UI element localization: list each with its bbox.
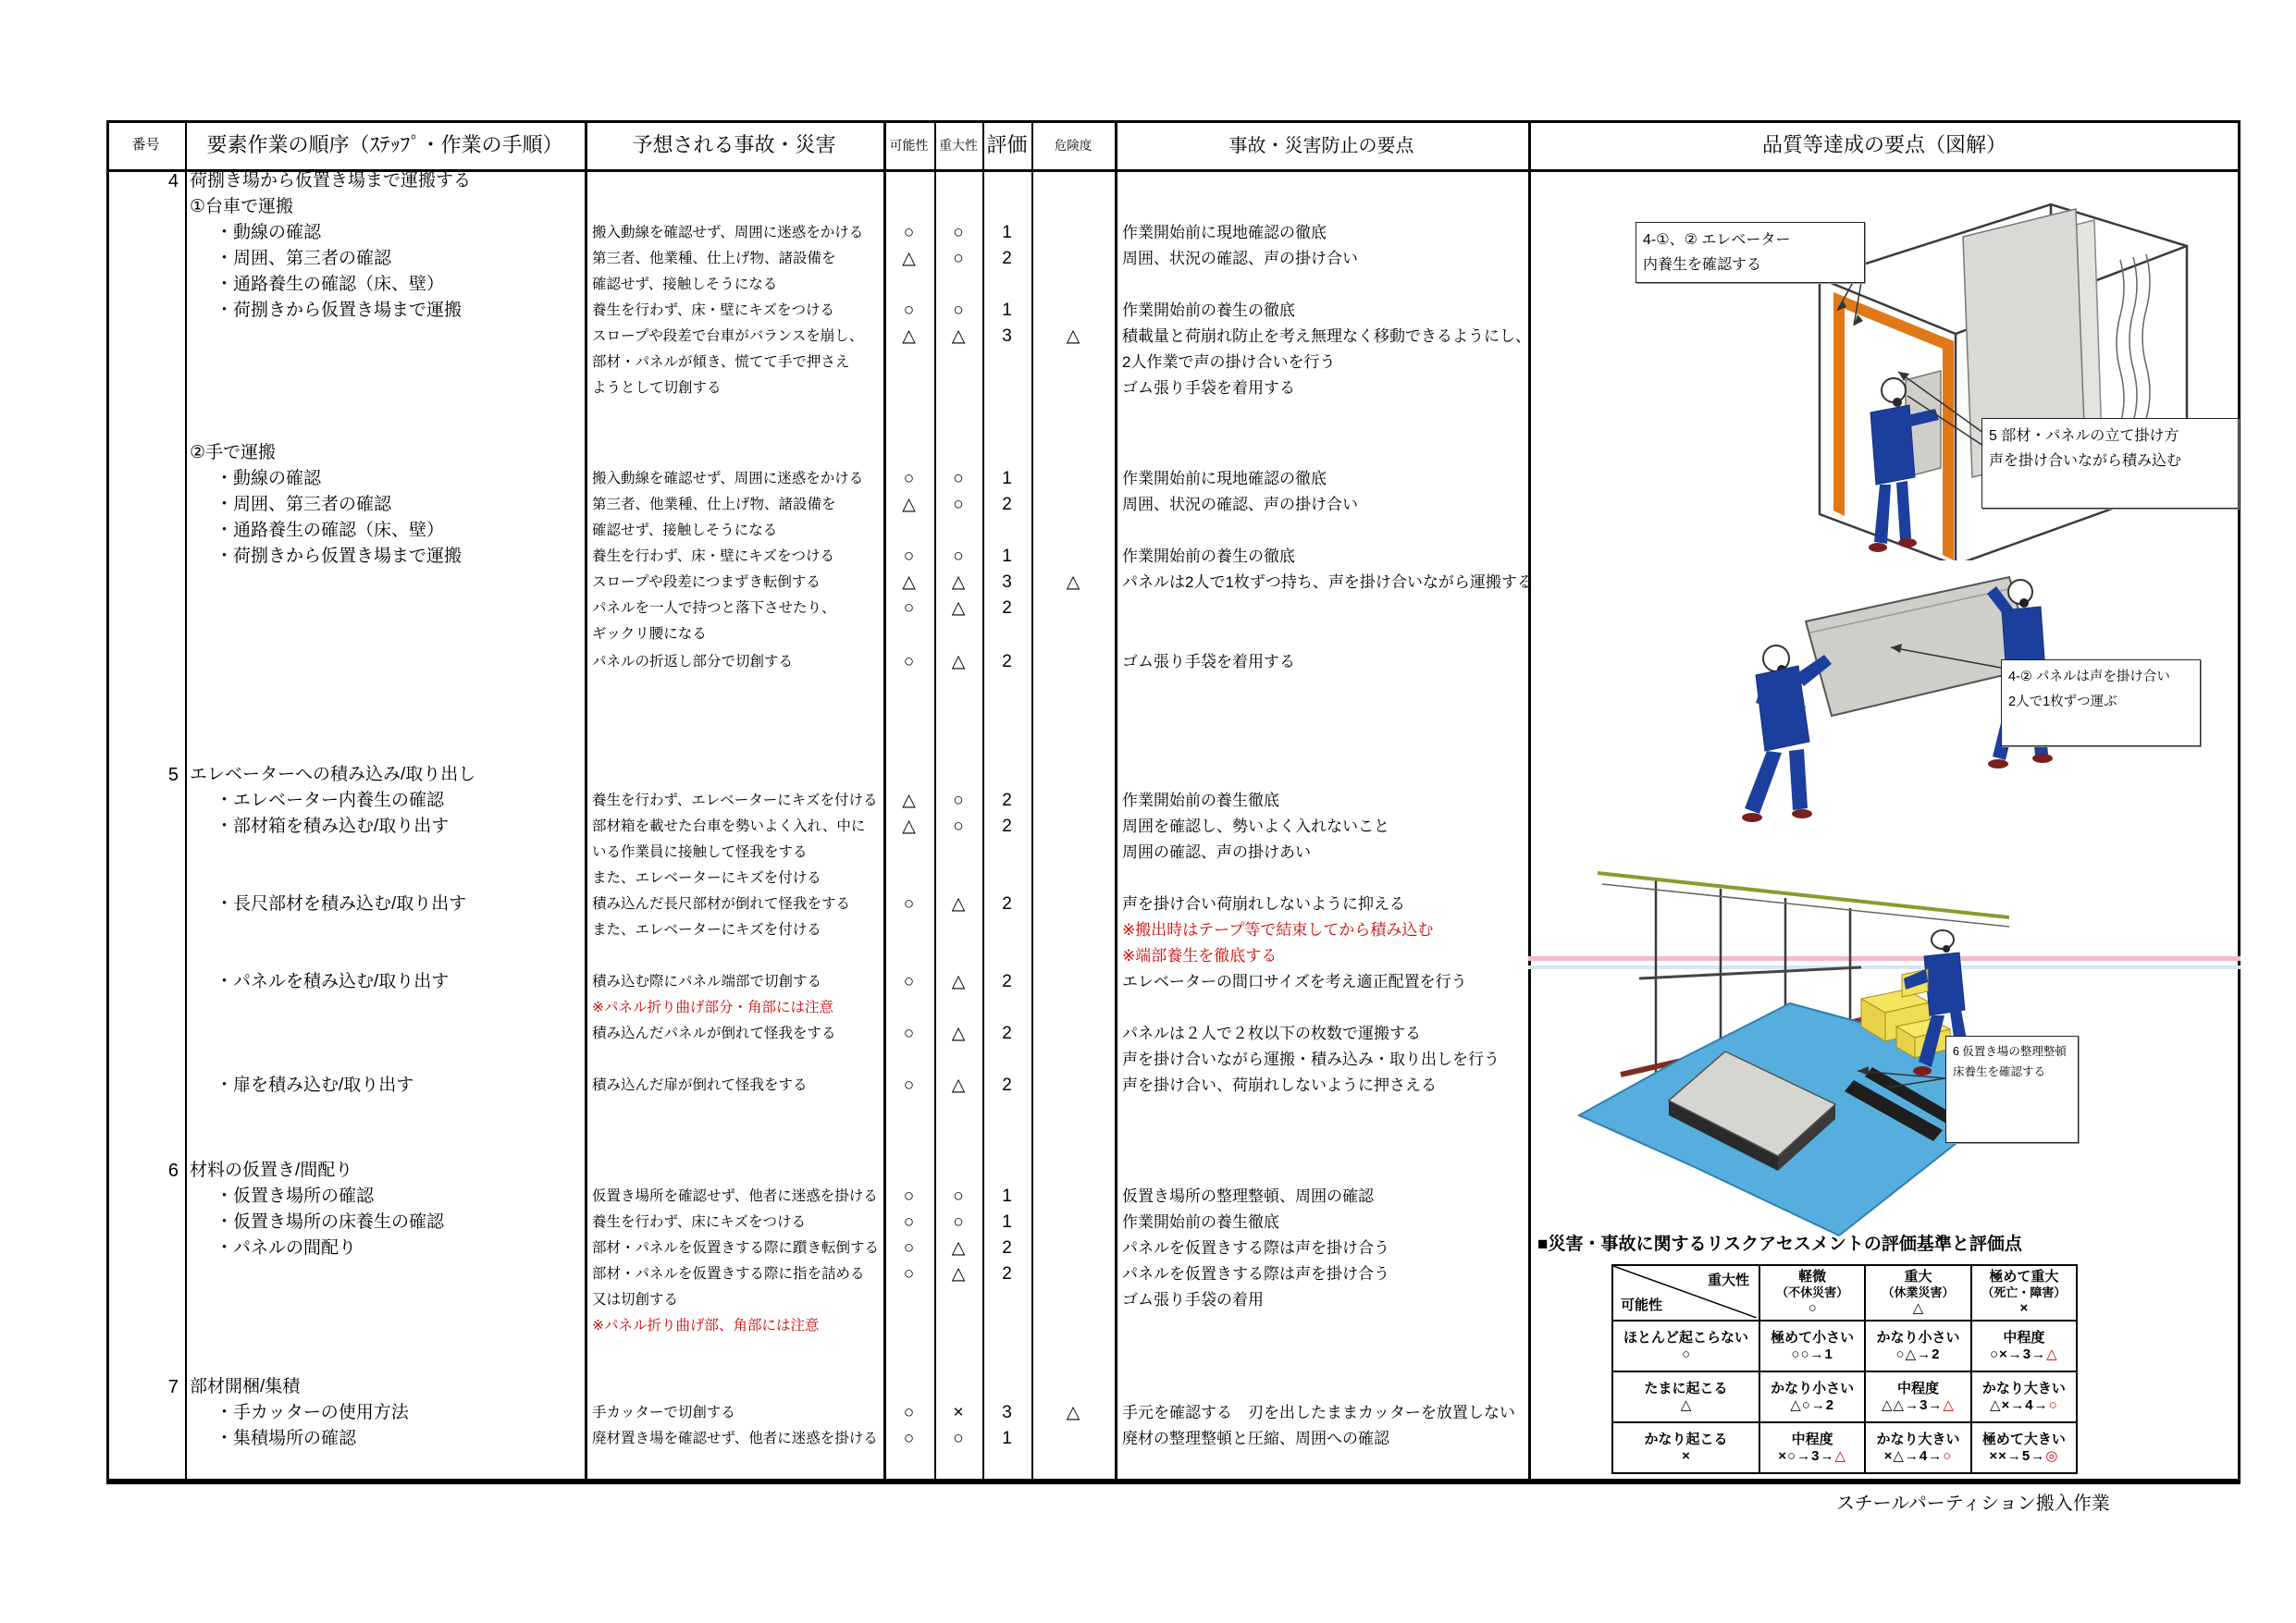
risk-mark bbox=[1031, 1425, 1115, 1453]
prevention-line: 作業開始前に現地確認の徹底 bbox=[1122, 224, 1327, 241]
matrix-formula-text: ×△→4→ bbox=[1883, 1447, 1944, 1464]
possibility-mark: ○ bbox=[903, 301, 915, 320]
col-border-step bbox=[585, 120, 587, 1484]
evaluation-score: 2 bbox=[1002, 495, 1012, 514]
hazard-line: 部材・パネルを仮置きする際に躓き転倒する bbox=[592, 1240, 880, 1256]
prevention-line: 周囲、状況の確認、声の掛け合い bbox=[1122, 250, 1358, 267]
table-bottom-rule bbox=[106, 1479, 2240, 1484]
hazard-line: 確認せず、接触しそうになる bbox=[592, 277, 778, 292]
risk-mark bbox=[1031, 1260, 1115, 1288]
prevention-line: パネルを仮置きする際は声を掛け合う bbox=[1122, 1239, 1389, 1257]
possibility-mark: ○ bbox=[903, 1187, 915, 1206]
work-step-line: 部材開梱/集積 bbox=[190, 1377, 301, 1396]
risk-matrix bbox=[1611, 1264, 2078, 1474]
possibility-mark: ○ bbox=[903, 1212, 915, 1232]
risk-mark bbox=[1031, 1183, 1115, 1211]
matrix-cell-label: かなり大きい bbox=[1981, 1380, 2066, 1396]
column-header-step: 要素作業の順序（ｽﾃｯﾌﾟ・作業の手順） bbox=[206, 133, 563, 156]
matrix-header-line: 極めて重大 bbox=[1989, 1269, 2059, 1285]
matrix-header-line: たまに起こる bbox=[1644, 1380, 1728, 1396]
severity-mark: ○ bbox=[953, 1212, 964, 1232]
possibility-mark: ○ bbox=[903, 598, 915, 618]
prevention-line: 積載量と荷崩れ防止を考え無理なく移動できるようにし、 bbox=[1122, 327, 1531, 345]
section-number: 6 bbox=[167, 1161, 179, 1181]
risk-mark: △ bbox=[1066, 1403, 1080, 1422]
possibility-mark: ○ bbox=[903, 1403, 915, 1422]
matrix-cell bbox=[1970, 1421, 2076, 1472]
work-step-line: エレベーターへの積み込み/取り出し bbox=[190, 765, 476, 784]
severity-mark: △ bbox=[951, 1024, 966, 1043]
severity-mark: △ bbox=[951, 326, 966, 346]
evaluation-score: 3 bbox=[1002, 1403, 1012, 1422]
risk-mark bbox=[1031, 491, 1115, 519]
hazard-line: 搬入動線を確認せず、周囲に迷惑をかける bbox=[592, 471, 864, 486]
matrix-cell bbox=[1759, 1421, 1864, 1472]
matrix-formula-red: ◎ bbox=[2045, 1447, 2059, 1464]
possibility-mark: ○ bbox=[903, 1238, 915, 1258]
hazard-line: また、エレベーターにキズを付ける bbox=[592, 922, 821, 938]
prevention-line: 作業開始前の養生徹底 bbox=[1122, 1213, 1279, 1231]
floor-storage-illustration bbox=[1528, 860, 2240, 1239]
matrix-header-line: 重大 bbox=[1904, 1269, 1932, 1285]
matrix-cell bbox=[1759, 1320, 1864, 1371]
evaluation-score: 2 bbox=[1002, 598, 1012, 618]
matrix-cell-formula bbox=[1866, 1448, 1969, 1465]
evaluation-score: 1 bbox=[1002, 547, 1012, 566]
prevention-line: 2人作業で声の掛け合いを行う bbox=[1122, 353, 1336, 371]
risk-mark bbox=[1031, 968, 1115, 996]
hazard-line: パネルを一人で持つと落下させたり、 bbox=[592, 600, 836, 616]
figure-label-line: 4-①、② エレベーター bbox=[1643, 232, 1791, 248]
document-footer: スチールパーティション搬入作業 bbox=[1836, 1494, 2110, 1514]
possibility-mark: ○ bbox=[903, 223, 915, 242]
section-number: 5 bbox=[167, 765, 179, 785]
rating-row bbox=[883, 891, 1115, 918]
prevention-line: ゴム張り手袋を着用する bbox=[1122, 653, 1295, 670]
severity-mark: △ bbox=[951, 1076, 966, 1095]
figure-label-floor bbox=[1945, 1036, 2079, 1143]
evaluation-score: 2 bbox=[1002, 894, 1012, 914]
possibility-mark: △ bbox=[902, 326, 916, 346]
column-header-accident: 予想される事故・災害 bbox=[632, 133, 836, 156]
matrix-header-line: △ bbox=[1912, 1299, 1924, 1316]
work-step-line: ②手で運搬 bbox=[190, 443, 277, 462]
figure-label-line: 2人で1枚ずつ運ぶ bbox=[2008, 695, 2117, 709]
matrix-cell-formula bbox=[1972, 1346, 2076, 1363]
matrix-cell-formula bbox=[1866, 1346, 1969, 1363]
matrix-col-header bbox=[1759, 1266, 1864, 1320]
prevention-line: パネルは２人で２枚以下の枚数で運搬する bbox=[1122, 1025, 1421, 1042]
work-step-line: ・長尺部材を積み込む/取り出す bbox=[216, 894, 467, 914]
matrix-cell-label: かなり大きい bbox=[1876, 1431, 1960, 1447]
work-step-line: 荷捌き場から仮置き場まで運搬する bbox=[190, 171, 472, 191]
hazard-line: 仮置き場所を確認せず、他者に迷惑を掛ける bbox=[592, 1188, 878, 1204]
matrix-header-line: △ bbox=[1680, 1396, 1692, 1413]
rating-row bbox=[883, 1183, 1115, 1211]
evaluation-score: 1 bbox=[1002, 223, 1012, 242]
rating-row bbox=[883, 648, 1115, 676]
work-step-line: ・エレベーター内養生の確認 bbox=[216, 791, 445, 810]
work-step-line: 材料の仮置き/間配り bbox=[190, 1161, 353, 1180]
work-step-line: ・パネルを積み込む/取り出す bbox=[216, 972, 450, 991]
work-step-line: ・周囲、第三者の確認 bbox=[216, 249, 392, 268]
hazard-line: ようとして切創する bbox=[592, 380, 722, 396]
risk-mark bbox=[1031, 1072, 1115, 1100]
rating-row bbox=[883, 569, 1115, 596]
matrix-col-header bbox=[1864, 1266, 1969, 1320]
work-step-line: ・部材箱を積み込む/取り出す bbox=[216, 817, 450, 836]
rating-row bbox=[883, 813, 1115, 841]
prevention-line: 周囲、状況の確認、声の掛け合い bbox=[1122, 496, 1358, 513]
matrix-header-line: （死亡・障害） bbox=[1981, 1285, 2067, 1300]
matrix-row-header bbox=[1613, 1421, 1759, 1472]
matrix-axis-severity: 重大性 bbox=[1707, 1273, 1749, 1288]
matrix-cell bbox=[1759, 1371, 1864, 1421]
figure-label-line: 床養生を確認する bbox=[1953, 1065, 2046, 1078]
severity-mark: ○ bbox=[953, 547, 964, 566]
prevention-line: 手元を確認する 刃を出したままカッターを放置しない bbox=[1122, 1404, 1515, 1421]
matrix-cell bbox=[1864, 1371, 1969, 1421]
work-step-line: ・扉を積み込む/取り出す bbox=[216, 1076, 414, 1095]
matrix-cell-formula bbox=[1972, 1397, 2076, 1414]
prevention-line: パネルを仮置きする際は声を掛け合う bbox=[1122, 1265, 1389, 1283]
evaluation-score: 2 bbox=[1002, 652, 1012, 671]
prevention-line: 作業開始前に現地確認の徹底 bbox=[1122, 470, 1327, 487]
risk-matrix-title: ■災害・事故に関するリスクアセスメントの評価基準と評価点 bbox=[1537, 1235, 2022, 1254]
rating-row bbox=[883, 1399, 1115, 1427]
work-step-line: ・手カッターの使用方法 bbox=[216, 1403, 409, 1422]
matrix-diagonal-cell bbox=[1613, 1266, 1759, 1320]
column-header-number: 番号 bbox=[131, 137, 160, 153]
matrix-formula-text: ○○→1 bbox=[1791, 1346, 1833, 1362]
matrix-header-line: ○ bbox=[1681, 1346, 1691, 1362]
rating-row bbox=[883, 245, 1115, 273]
matrix-cell bbox=[1864, 1421, 1969, 1472]
matrix-header-line: ほとんど起こらない bbox=[1623, 1329, 1748, 1346]
rating-row bbox=[883, 1235, 1115, 1262]
matrix-cell bbox=[1970, 1320, 2076, 1371]
rating-row bbox=[883, 1425, 1115, 1453]
hazard-line: 手カッターで切創する bbox=[592, 1405, 735, 1420]
risk-mark bbox=[1031, 245, 1115, 273]
severity-mark: ○ bbox=[953, 301, 964, 320]
evaluation-score: 3 bbox=[1002, 572, 1012, 592]
prevention-line: 声を掛け合い、荷崩れしないように押さえる bbox=[1122, 1076, 1437, 1094]
work-step-line: ・荷捌きから仮置き場まで運搬 bbox=[216, 301, 463, 320]
severity-mark: ○ bbox=[953, 495, 964, 514]
severity-mark: △ bbox=[951, 1238, 966, 1258]
prevention-line: 声を掛け合いながら運搬・積み込み・取り出しを行う bbox=[1122, 1051, 1500, 1068]
work-step-line: ・仮置き場所の床養生の確認 bbox=[216, 1212, 445, 1232]
hazard-caution-line: ※パネル折り曲げ部、角部には注意 bbox=[592, 1318, 820, 1334]
evaluation-score: 1 bbox=[1002, 469, 1012, 488]
possibility-mark: ○ bbox=[903, 652, 915, 671]
column-header-evaluation: 評価 bbox=[986, 133, 1028, 156]
possibility-mark: ○ bbox=[903, 469, 915, 488]
matrix-formula-red: ○ bbox=[1943, 1447, 1953, 1464]
matrix-formula-text: △×→4→ bbox=[1989, 1396, 2049, 1413]
figure-label-panel-stack bbox=[1981, 418, 2239, 509]
matrix-header-line: （休業災害） bbox=[1882, 1285, 1955, 1300]
matrix-formula-text: △○→2 bbox=[1790, 1396, 1835, 1413]
figure-label-carry bbox=[2001, 659, 2201, 746]
matrix-header-line: × bbox=[1682, 1447, 1690, 1464]
risk-mark bbox=[1031, 595, 1115, 622]
hazard-line: 第三者、他業種、仕上げ物、諸設備を bbox=[592, 497, 836, 512]
risk-mark: △ bbox=[1066, 572, 1080, 592]
possibility-mark: ○ bbox=[903, 1264, 915, 1284]
hazard-line: 部材・パネルが傾き、慌てて手で押さえ bbox=[592, 354, 850, 370]
rating-row bbox=[883, 595, 1115, 622]
prevention-caution-line: ※端部養生を徹底する bbox=[1122, 947, 1278, 965]
work-step-line: ・周囲、第三者の確認 bbox=[216, 495, 392, 514]
prevention-line: エレベーターの間口サイズを考え適正配置を行う bbox=[1122, 973, 1467, 990]
rating-row bbox=[883, 1020, 1115, 1048]
prevention-caution-line: ※搬出時はテープ等で結束してから積み込む bbox=[1122, 921, 1434, 939]
possibility-mark: ○ bbox=[903, 1076, 915, 1095]
guide-lines bbox=[1528, 956, 2240, 969]
work-step-line: ・荷捌きから仮置き場まで運搬 bbox=[216, 547, 463, 566]
matrix-row-header bbox=[1613, 1320, 1759, 1371]
hazard-line: 第三者、他業種、仕上げ物、諸設備を bbox=[592, 251, 836, 266]
matrix-cell bbox=[1864, 1320, 1969, 1371]
matrix-header-line: （不休災害） bbox=[1776, 1285, 1849, 1300]
figure-label-elevator bbox=[1636, 222, 1865, 283]
section-number: 4 bbox=[167, 171, 179, 191]
matrix-formula-text: ×○→3→ bbox=[1778, 1447, 1835, 1464]
matrix-header-line: 軽微 bbox=[1798, 1269, 1827, 1285]
matrix-cell-label: 極めて小さい bbox=[1771, 1329, 1855, 1346]
rating-row bbox=[883, 1260, 1115, 1288]
matrix-cell-label: 極めて大きい bbox=[1981, 1431, 2066, 1447]
severity-mark: ○ bbox=[953, 817, 964, 836]
risk-mark bbox=[1031, 465, 1115, 493]
evaluation-score: 2 bbox=[1002, 791, 1012, 810]
hazard-line: 養生を行わず、床・壁にキズをつける bbox=[592, 548, 834, 564]
possibility-mark: ○ bbox=[903, 1429, 915, 1448]
prevention-line: ゴム張り手袋を着用する bbox=[1122, 379, 1295, 397]
rating-row bbox=[883, 1072, 1115, 1100]
severity-mark: ○ bbox=[953, 249, 964, 268]
risk-mark: △ bbox=[1066, 326, 1080, 346]
hazard-line: 廃材置き場を確認せず、他者に迷惑を掛ける bbox=[592, 1431, 878, 1446]
hazard-line: 部材箱を載せた台車を勢いよく入れ、中に bbox=[592, 818, 866, 834]
matrix-cell-formula bbox=[1760, 1448, 1864, 1465]
evaluation-score: 2 bbox=[1002, 1024, 1012, 1043]
possibility-mark: △ bbox=[902, 817, 916, 836]
evaluation-score: 1 bbox=[1002, 1212, 1012, 1232]
hazard-line: また、エレベーターにキズを付ける bbox=[592, 870, 821, 886]
matrix-cell-formula bbox=[1866, 1397, 1969, 1414]
matrix-cell-label: 中程度 bbox=[1791, 1431, 1833, 1447]
column-header-prevention: 事故・災害防止の要点 bbox=[1228, 136, 1414, 156]
hazard-line: スロープや段差につまずき転倒する bbox=[592, 574, 821, 590]
matrix-cell-label: かなり小さい bbox=[1771, 1380, 1855, 1396]
rating-row bbox=[883, 543, 1115, 571]
col-border-risk bbox=[1115, 120, 1117, 1484]
prevention-line: 作業開始前の養生の徹底 bbox=[1122, 547, 1295, 565]
col-border-no bbox=[185, 120, 187, 1484]
hazard-line: 養生を行わず、床にキズをつける bbox=[592, 1214, 806, 1230]
evaluation-score: 1 bbox=[1002, 1187, 1012, 1206]
work-step-line: ・パネルの間配り bbox=[216, 1238, 357, 1258]
figure-label-line: 4-② パネルは声を掛け合い bbox=[2008, 670, 2170, 684]
hazard-line: パネルの折返し部分で切創する bbox=[592, 654, 794, 670]
rating-row bbox=[883, 968, 1115, 996]
prevention-line: 周囲の確認、声の掛けあい bbox=[1122, 843, 1311, 861]
risk-mark bbox=[1031, 813, 1115, 841]
hazard-line: スロープや段差で台車がバランスを崩し、 bbox=[592, 328, 864, 344]
matrix-cell-label: 中程度 bbox=[1896, 1380, 1939, 1396]
hazard-line: 積み込んだ扉が倒れて怪我をする bbox=[592, 1077, 808, 1093]
column-header-risk: 危険度 bbox=[1054, 139, 1092, 153]
matrix-col-header bbox=[1970, 1266, 2076, 1320]
matrix-formula-text: ○△→2 bbox=[1895, 1346, 1941, 1362]
rating-row bbox=[883, 1209, 1115, 1236]
evaluation-score: 1 bbox=[1002, 1429, 1012, 1448]
matrix-formula-text: △△→3→ bbox=[1882, 1396, 1944, 1413]
hazard-line: 養生を行わず、床・壁にキズをつける bbox=[592, 302, 834, 318]
evaluation-score: 2 bbox=[1002, 1076, 1012, 1095]
matrix-cell-formula bbox=[1972, 1448, 2076, 1465]
matrix-formula-red: △ bbox=[1943, 1396, 1955, 1413]
severity-mark: × bbox=[953, 1403, 964, 1422]
matrix-header-line: かなり起こる bbox=[1644, 1431, 1728, 1447]
severity-mark: △ bbox=[951, 652, 966, 671]
possibility-mark: ○ bbox=[903, 1024, 915, 1043]
severity-mark: ○ bbox=[953, 791, 964, 810]
risk-mark bbox=[1031, 297, 1115, 325]
figure-label-line: 内養生を確認する bbox=[1643, 257, 1762, 273]
matrix-formula-text: ××→5→ bbox=[1989, 1447, 2046, 1464]
work-step-line: ・通路養生の確認（床、壁） bbox=[216, 521, 445, 540]
hazard-line: いる作業員に接触して怪我をする bbox=[592, 844, 808, 860]
risk-mark bbox=[1031, 543, 1115, 571]
possibility-mark: △ bbox=[902, 791, 916, 810]
rating-row bbox=[883, 491, 1115, 519]
evaluation-score: 3 bbox=[1002, 326, 1012, 346]
rating-row bbox=[883, 323, 1115, 350]
rating-row bbox=[883, 297, 1115, 325]
severity-mark: △ bbox=[951, 972, 966, 991]
risk-mark bbox=[1031, 648, 1115, 676]
hazard-line: ギックリ腰になる bbox=[592, 626, 707, 642]
rating-row bbox=[883, 787, 1115, 815]
prevention-line: ゴム張り手袋の着用 bbox=[1122, 1291, 1264, 1309]
severity-mark: △ bbox=[951, 598, 966, 618]
risk-mark bbox=[1031, 219, 1115, 247]
evaluation-score: 2 bbox=[1002, 1264, 1012, 1284]
matrix-axis-possibility: 可能性 bbox=[1621, 1297, 1663, 1313]
matrix-formula-text: ○×→3→ bbox=[1989, 1346, 2047, 1362]
hazard-line: 確認せず、接触しそうになる bbox=[592, 523, 778, 538]
risk-mark bbox=[1031, 1020, 1115, 1048]
hazard-caution-line: ※パネル折り曲げ部分・角部には注意 bbox=[592, 1000, 833, 1015]
severity-mark: ○ bbox=[953, 1187, 964, 1206]
prevention-line: 廃材の整理整頓と圧縮、周囲への確認 bbox=[1122, 1430, 1389, 1447]
hazard-line: 養生を行わず、エレベーターにキズを付ける bbox=[592, 793, 878, 808]
severity-mark: △ bbox=[951, 572, 966, 592]
hazard-line: 積み込んだ長尺部材が倒れて怪我をする bbox=[592, 896, 851, 912]
figure-label-line: 5 部材・パネルの立て掛け方 bbox=[1989, 428, 2179, 444]
work-step-line: ・通路養生の確認（床、壁） bbox=[216, 275, 445, 294]
work-step-line: ・仮置き場所の確認 bbox=[216, 1187, 375, 1206]
matrix-cell-formula bbox=[1760, 1346, 1864, 1363]
matrix-formula-red: △ bbox=[1834, 1447, 1847, 1464]
matrix-cell-label: かなり小さい bbox=[1876, 1329, 1960, 1346]
evaluation-score: 2 bbox=[1002, 972, 1012, 991]
work-step-line: ・動線の確認 bbox=[216, 469, 322, 488]
column-header-possibility: 可能性 bbox=[889, 138, 929, 153]
possibility-mark: △ bbox=[902, 572, 916, 592]
work-step-line: ①台車で運搬 bbox=[190, 197, 294, 216]
rating-row bbox=[883, 465, 1115, 493]
prevention-line: 声を掛け合い荷崩れしないように抑える bbox=[1122, 895, 1405, 913]
matrix-header-line: × bbox=[2019, 1299, 2029, 1316]
hazard-line: 部材・パネルを仮置きする際に指を詰める bbox=[592, 1266, 865, 1282]
possibility-mark: ○ bbox=[903, 894, 915, 914]
matrix-header-line: ○ bbox=[1808, 1299, 1817, 1316]
prevention-line: 周囲を確認し、勢いよく入れないこと bbox=[1122, 818, 1389, 835]
matrix-cell-formula bbox=[1760, 1397, 1864, 1414]
prevention-line: 仮置き場所の整理整頓、周囲の確認 bbox=[1122, 1187, 1374, 1205]
hazard-line: 又は切創する bbox=[592, 1292, 679, 1308]
matrix-formula-red: ○ bbox=[2048, 1396, 2058, 1413]
severity-mark: ○ bbox=[953, 1429, 964, 1448]
matrix-formula-red: △ bbox=[2046, 1346, 2058, 1362]
severity-mark: ○ bbox=[953, 469, 964, 488]
evaluation-score: 2 bbox=[1002, 1238, 1012, 1258]
section-number: 7 bbox=[167, 1377, 179, 1397]
severity-mark: △ bbox=[951, 1264, 966, 1284]
figure-label-line: 声を掛け合いながら積み込む bbox=[1989, 453, 2182, 469]
matrix-row-header bbox=[1613, 1371, 1759, 1421]
severity-mark: △ bbox=[951, 894, 966, 914]
hazard-line: 積み込んだパネルが倒れて怪我をする bbox=[592, 1026, 836, 1041]
severity-mark: ○ bbox=[953, 223, 964, 242]
risk-mark bbox=[1031, 891, 1115, 918]
evaluation-score: 2 bbox=[1002, 817, 1012, 836]
hazard-line: 搬入動線を確認せず、周囲に迷惑をかける bbox=[592, 225, 864, 240]
prevention-line: 作業開始前の養生徹底 bbox=[1122, 792, 1279, 809]
risk-mark bbox=[1031, 1235, 1115, 1262]
possibility-mark: △ bbox=[902, 249, 916, 268]
worker-left bbox=[1742, 646, 1832, 822]
possibility-mark: ○ bbox=[903, 972, 915, 991]
column-header-quality: 品質等達成の要点（図解） bbox=[1761, 133, 2006, 156]
column-header-severity: 重大性 bbox=[939, 138, 978, 153]
matrix-cell bbox=[1970, 1371, 2076, 1421]
work-step-line: ・動線の確認 bbox=[216, 223, 322, 242]
prevention-line: 作業開始前の養生の徹底 bbox=[1122, 301, 1295, 319]
risk-mark bbox=[1031, 787, 1115, 815]
matrix-cell-label: 中程度 bbox=[2003, 1329, 2045, 1346]
work-step-line: ・集積場所の確認 bbox=[216, 1429, 357, 1448]
evaluation-score: 1 bbox=[1002, 301, 1012, 320]
prevention-line: パネルは2人で1枚ずつ持ち、声を掛け合いながら運搬する bbox=[1122, 573, 1533, 591]
risk-mark bbox=[1031, 1209, 1115, 1236]
possibility-mark: △ bbox=[902, 495, 916, 514]
possibility-mark: ○ bbox=[903, 547, 915, 566]
evaluation-score: 2 bbox=[1002, 249, 1012, 268]
figure-label-line: 6 仮置き場の整理整頓 bbox=[1953, 1045, 2067, 1058]
rating-row bbox=[883, 219, 1115, 247]
hazard-line: 積み込む際にパネル端部で切創する bbox=[592, 974, 822, 990]
